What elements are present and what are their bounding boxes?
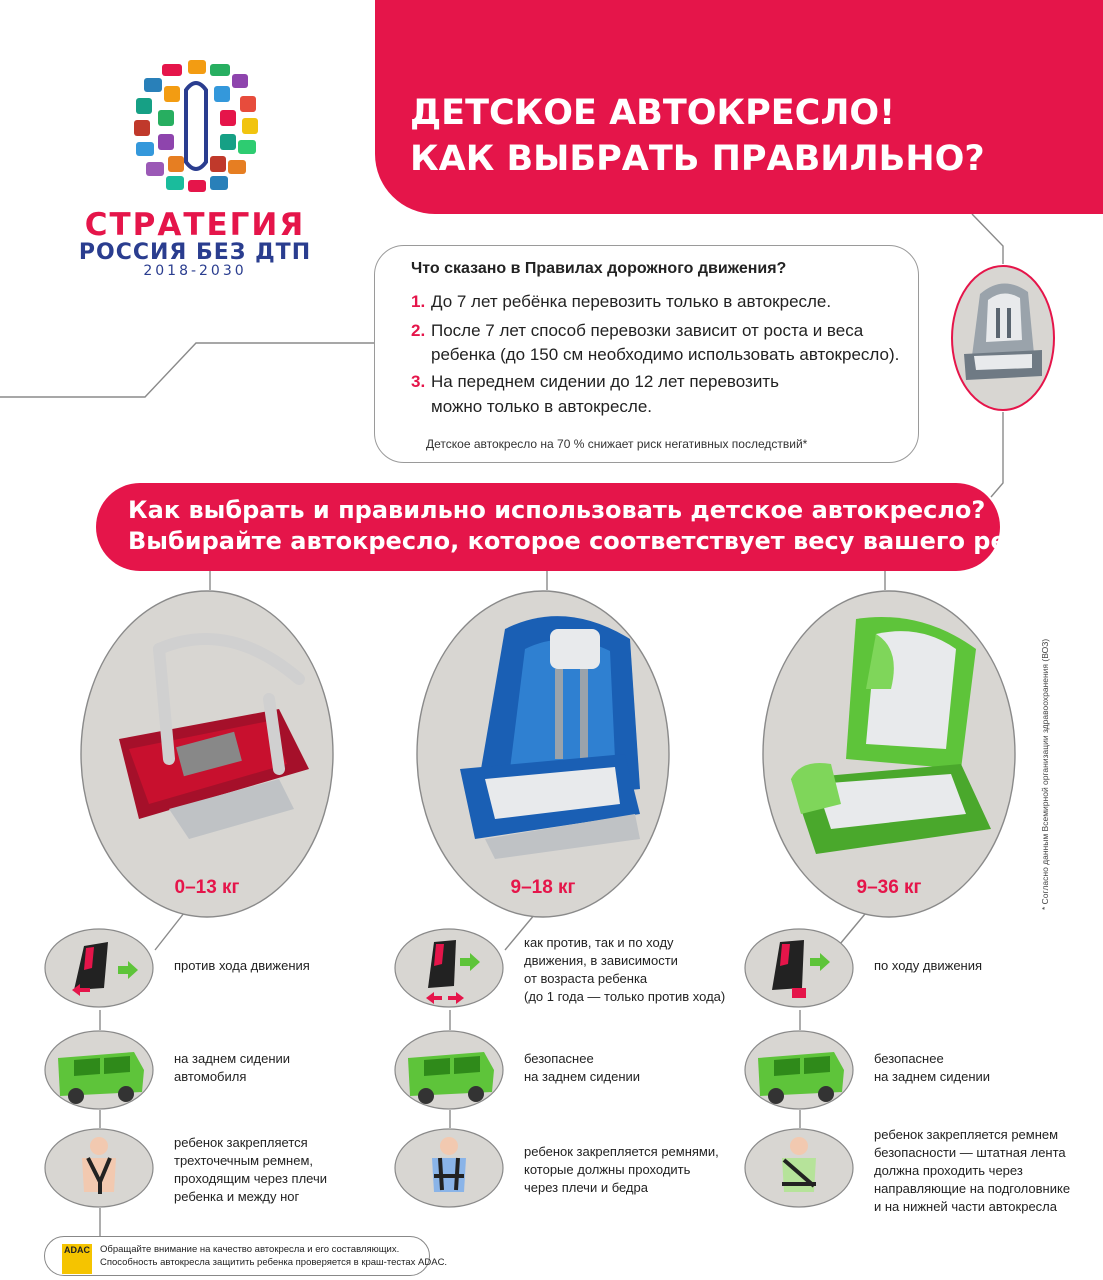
- direction-text-1: против хода движения: [174, 958, 310, 973]
- vehicle-belt-icon: [744, 1128, 854, 1208]
- five-point-harness-icon: [394, 1128, 504, 1208]
- side-footnote-text: * Согласно данным Всемирной организации здравоохранения (ВОЗ): [1040, 638, 1050, 910]
- adac-notice-text: Обращайте внимание на качество автокресла и его составляющих. Способность автокресла защитить ребенка проверяется в краш-тестах ADAC.: [100, 1244, 448, 1268]
- car-rear-seat-icon: [44, 1030, 154, 1110]
- adac-logo: ADAC: [62, 1244, 92, 1274]
- rule-text: На переднем сидении до 12 лет перевозить: [431, 372, 779, 391]
- rules-footnote: Детское автокресло на 70 % снижает риск негативных последствий*: [426, 437, 808, 451]
- both-directions-icon: [394, 928, 504, 1008]
- position-text-2: безопаснее на заднем сидении: [524, 1051, 641, 1084]
- logo-subtitle: РОССИЯ БЕЗ ДТП: [78, 240, 312, 265]
- belt-text-2: ребенок закрепляется ремнями, которые должны проходить через плечи и бедра: [524, 1144, 719, 1195]
- belt-text-1: ребенок закрепляется трехточечным ремнем, проходящим через плечи ребенка и между ног: [174, 1135, 327, 1204]
- rule-number: 2.: [411, 321, 426, 340]
- banner-line-2: Выбирайте автокресло, которое соответствует весу вашего ребенка.: [128, 527, 1098, 555]
- rule-number: 3.: [411, 372, 426, 391]
- rule-item-3-continued: можно только в автокресле.: [431, 397, 653, 416]
- weight-label-2: 9–18 кг: [510, 877, 576, 898]
- rule-item-3: [411, 370, 779, 394]
- forward-facing-direction-icon: [744, 928, 854, 1008]
- title-line-2: КАК ВЫБРАТЬ ПРАВИЛЬНО?: [410, 139, 985, 179]
- booster-seat-green-icon: [761, 589, 1017, 919]
- infant-carrier-seat-icon: [79, 589, 335, 919]
- car-seat-grey-icon: [950, 264, 1056, 412]
- position-text-3: безопаснее на заднем сидении: [874, 1051, 991, 1084]
- banner-line-1: Как выбрать и правильно использовать детское автокресло?: [128, 496, 986, 524]
- direction-text-2: как против, так и по ходу движения, в зависимости от возраста ребенка (до 1 года — только против хода): [524, 935, 726, 1004]
- rear-facing-direction-icon: [44, 928, 154, 1008]
- weight-label-3: 9–36 кг: [856, 877, 922, 898]
- title-line-1: ДЕТСКОЕ АВТОКРЕСЛО!: [410, 93, 896, 133]
- direction-text-3: по ходу движения: [874, 958, 983, 973]
- rule-text: До 7 лет ребёнка перевозить только в автокресле.: [431, 292, 832, 311]
- side-footnote: [1038, 620, 1052, 910]
- rule-text: После 7 лет способ перевозки зависит от роста и веса: [431, 321, 864, 340]
- car-rear-seat-icon: [744, 1030, 854, 1110]
- car-rear-seat-icon: [394, 1030, 504, 1110]
- strategy-logo-icon: [132, 56, 260, 196]
- toddler-seat-blue-icon: [415, 589, 671, 919]
- rules-heading: Что сказано в Правилах дорожного движения?: [411, 260, 787, 277]
- position-text-1: на заднем сидении автомобиля: [174, 1051, 291, 1084]
- rule-item-2: [411, 319, 863, 343]
- rule-number: 1.: [411, 292, 426, 311]
- weight-label-1: 0–13 кг: [174, 877, 240, 898]
- rule-item-1: [411, 290, 831, 314]
- rule-item-2-continued: ребенка (до 150 см необходимо использовать автокресло).: [431, 345, 900, 364]
- three-point-harness-icon: [44, 1128, 154, 1208]
- belt-text-3: ребенок закрепляется ремнем безопасности — штатная лента должна проходить через направляющие на подголовнике и на нижней части автокресла: [874, 1127, 1071, 1214]
- logo-years: 2018-2030: [143, 263, 247, 279]
- logo-title: СТРАТЕГИЯ: [84, 207, 306, 243]
- page-title: [410, 90, 1090, 182]
